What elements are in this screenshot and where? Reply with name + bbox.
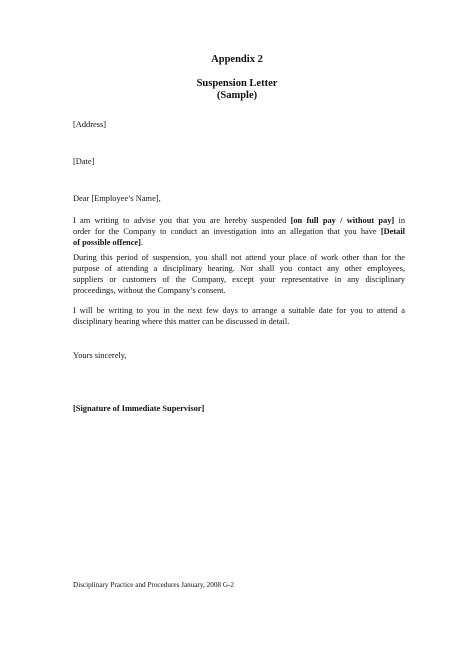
paragraph-line: suppliers or customers of the Company, except your representative in any disciplinary — [73, 275, 405, 284]
paragraph-line: During this period of suspension, you shall not attend your place of work other than for the — [73, 253, 405, 262]
paragraph-line: I am writing to advise you that you are hereby suspended [on full pay / without pay] in — [73, 216, 406, 225]
address-placeholder: [Address] — [73, 120, 107, 129]
letter-subtitle: (Sample) — [216, 90, 258, 101]
paragraph-suspension-terms — [73, 252, 405, 296]
salutation: Dear [Employee’s Name], — [73, 194, 161, 203]
appendix-heading: Appendix 2 — [211, 54, 263, 65]
paragraph-line: order for the Company to conduct an investigation into an allegation that you have [Detail — [73, 227, 405, 236]
offence-placeholder: [Detail — [380, 227, 405, 236]
paragraph-line: purpose of attending a disciplinary hearing. Nor shall you contact any other employees, — [73, 264, 405, 273]
paragraph-line: of possible offence]. — [73, 238, 144, 247]
paragraph-suspension-notice — [73, 215, 405, 248]
date-placeholder: [Date] — [73, 157, 95, 166]
paragraph-line: proceedings, without the Company’s consent. — [73, 286, 226, 295]
signature-placeholder: [Signature of Immediate Supervisor] — [73, 404, 205, 413]
paragraph-hearing — [73, 305, 405, 327]
closing: Yours sincerely, — [73, 351, 127, 360]
offence-placeholder-cont: of possible offence] — [73, 238, 141, 247]
letter-title: Suspension Letter — [196, 78, 278, 89]
page-footer: Disciplinary Practice and Procedures January, 2008 G-2 — [73, 581, 235, 589]
paragraph-line: disciplinary hearing where this matter can be discussed in detail. — [73, 317, 290, 326]
pay-status-placeholder: [on full pay / without pay] — [290, 216, 395, 225]
paragraph-line: I will be writing to you in the next few days to arrange a suitable date for you to attend a — [73, 306, 405, 315]
